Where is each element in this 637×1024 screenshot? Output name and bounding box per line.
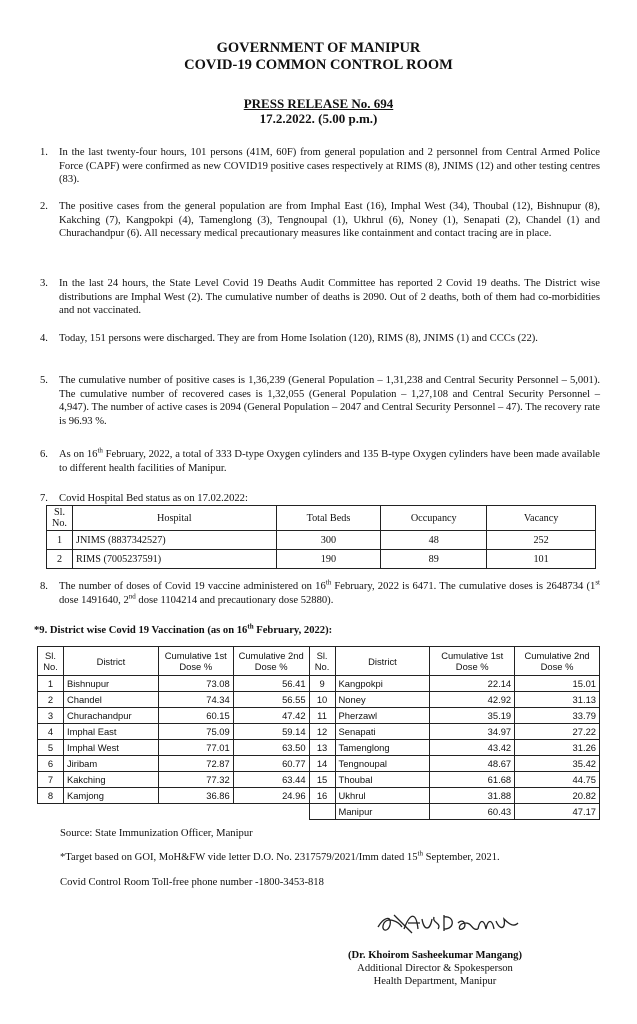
column-header: Hospital <box>72 506 276 531</box>
paragraph-text: Today, 151 persons were discharged. They are from Home Isolation (120), RIMS (8), JNIMS (1) and CCCs (22). <box>59 333 538 344</box>
column-header: Cumulative 1st Dose % <box>158 647 233 676</box>
paragraph-1 <box>40 146 600 187</box>
paragraph-number: 7. <box>40 493 48 504</box>
total-first-dose: 60.43 <box>430 804 515 820</box>
table-row: 7 Kakching 77.32 63.44 15 Thoubal 61.68 44.75 <box>38 772 600 788</box>
table-row: 3 Churachandpur 60.15 47.42 11 Pherzawl 35.19 33.79 <box>38 708 600 724</box>
bed-status-heading <box>40 492 600 506</box>
paragraph-text: In the last twenty-four hours, 101 persons (41M, 60F) from general population and 2 personnel from Central Armed Police Force (CAPF) were confirmed as new COVID19 positive cases respectively at RIMS (8), JNIMS (12) and other testing centres (83). <box>59 147 600 186</box>
column-header: Cumulative 2nd Dose % <box>233 647 309 676</box>
paragraph-text: In the last 24 hours, the State Level Covid 19 Deaths Audit Committee has reported 2 Covid 19 deaths. The District wise distributions are Imphal West (2). The cumulative number of deaths is 2090. Out of 2 deaths, both of them had co-morbidities and not vaccinated. <box>59 278 600 317</box>
column-header: Cumulative 2nd Dose % <box>515 647 600 676</box>
paragraph-text: The positive cases from the general population are from Imphal East (16), Imphal West (34), Thoubal (12), Bishnupur (8), Kakching (7), Kangpokpi (4), Tamenglong (3), Tengnoupal (1), Ukhrul (6), Noney (1), Senapati (2), Chandel (1) and Churachandpur (6). All necessary medical precautionary measures like containment and contact tracing are in place. <box>59 201 600 240</box>
paragraph-number: 4. <box>40 333 48 344</box>
paragraph-5 <box>40 374 600 428</box>
signature-image <box>372 905 522 939</box>
table-row: 6 Jiribam 72.87 60.77 14 Tengnoupal 48.67 35.42 <box>38 756 600 772</box>
column-header: District <box>63 647 158 676</box>
paragraph-text: As on 16th February, 2022, a total of 333 D-type Oxygen cylinders and 135 B-type Oxygen cylinders have been made available to different health facilities of Manipur. <box>59 446 600 474</box>
signatory-department: Health Department, Manipur <box>373 976 497 987</box>
signatory-designation: Additional Director & Spokesperson <box>357 963 513 974</box>
paragraph-4 <box>40 332 600 346</box>
table-row: 2 RIMS (7005237591) 190 89 101 <box>47 550 596 569</box>
bed-status-table <box>46 505 596 569</box>
govt-title: GOVERNMENT OF MANIPUR <box>216 40 421 56</box>
control-room-title: COVID-19 COMMON CONTROL ROOM <box>184 57 453 73</box>
paragraph-number: 6. <box>40 449 48 460</box>
table-row: 1 Bishnupur 73.08 56.41 9 Kangpokpi 22.14 15.01 <box>38 676 600 692</box>
paragraph-number: 2. <box>40 201 48 212</box>
table-header-row <box>47 506 596 531</box>
total-district: Manipur <box>335 804 430 820</box>
column-header: Sl. No. <box>309 647 335 676</box>
source-note: Source: State Immunization Officer, Manipur <box>60 828 253 839</box>
paragraph-number: 3. <box>40 278 48 289</box>
vaccination-title: *9. District wise Covid 19 Vaccination (as on 16th February, 2022): <box>34 622 333 636</box>
table-row: 1 JNIMS (8837342527) 300 48 252 <box>47 531 596 550</box>
table-row: 4 Imphal East 75.09 59.14 12 Senapati 34.97 27.22 <box>38 724 600 740</box>
table-total-row <box>38 804 600 820</box>
table-row: 8 Kamjong 36.86 24.96 16 Ukhrul 31.88 20.82 <box>38 788 600 804</box>
paragraph-2 <box>40 200 600 241</box>
table-row: 2 Chandel 74.34 56.55 10 Noney 42.92 31.13 <box>38 692 600 708</box>
press-release-date: 17.2.2022. (5.00 p.m.) <box>259 111 378 126</box>
press-release-number: PRESS RELEASE No. 694 <box>243 96 394 111</box>
paragraph-text: The number of doses of Covid 19 vaccine administered on 16th February, 2022 is 6471. The cumulative doses is 2648734 (1st dose 1491640, 2nd dose 1104214 and precautionary dose 52880). <box>59 578 600 606</box>
target-note: *Target based on GOI, MoH&FW vide letter D.O. No. 2317579/2021/Imm dated 15th September, 2021. <box>60 849 500 863</box>
column-header: Total Beds <box>276 506 381 531</box>
column-header: Sl. No. <box>47 506 73 531</box>
paragraph-text: The cumulative number of positive cases is 1,36,239 (General Population – 1,31,238 and Central Security Personnel – 5,001). The cumulative number of recovered cases is 1,32,055 (General Population – 1,27,108 and Central Security Personnel – 4,947). The number of active cases is 2094 (General Population – 2047 and Central Security Personnel – 47). The recovery rate is 96.93 %. <box>59 375 600 427</box>
table-row: 5 Imphal West 77.01 63.50 13 Tamenglong 43.42 31.26 <box>38 740 600 756</box>
paragraph-number: 8. <box>40 581 48 592</box>
column-header: Cumulative 1st Dose % <box>430 647 515 676</box>
paragraph-number: 1. <box>40 147 48 158</box>
paragraph-8 <box>40 580 600 607</box>
column-header: Sl. No. <box>38 647 64 676</box>
paragraph-number: 5. <box>40 375 48 386</box>
column-header: Occupancy <box>381 506 487 531</box>
tollfree-note: Covid Control Room Toll-free phone number -1800-3453-818 <box>60 877 324 888</box>
paragraph-3 <box>40 277 600 318</box>
paragraph-6 <box>40 448 600 475</box>
total-second-dose: 47.17 <box>515 804 600 820</box>
column-header: Vacancy <box>487 506 596 531</box>
vaccination-table <box>37 646 600 820</box>
bed-status-title: Covid Hospital Bed status as on 17.02.2022: <box>59 493 248 504</box>
column-header: District <box>335 647 430 676</box>
signatory-name: (Dr. Khoirom Sasheekumar Mangang) <box>347 950 523 961</box>
table-header-row <box>38 647 600 676</box>
